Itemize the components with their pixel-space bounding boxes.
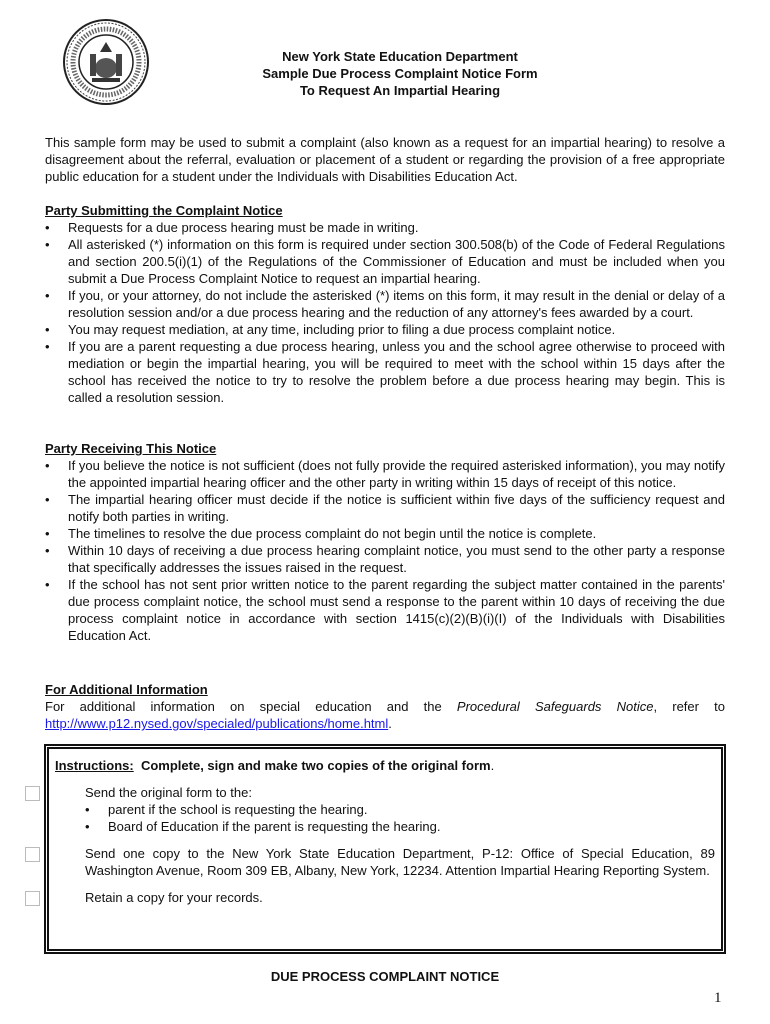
list-item: • If the school has not sent prior written notice to the parent regarding the subject matter contained in the parents' due process complaint notice, the school must send a response to the parent within 10 days of receiving the due process complaint notice in accordance with section 1415(c)(2)(B)(i)(I) of the Individuals with Disabilities Education Act. bbox=[45, 576, 725, 644]
checkbox[interactable] bbox=[25, 786, 40, 801]
intro-paragraph: This sample form may be used to submit a complaint (also known as a request for an impartial hearing) to resolve a disagreement about the referral, evaluation or placement of a student or regarding the provision of a free appropriate public education for a student under the Individuals with Disabilities Education Act. bbox=[45, 135, 725, 184]
list-item: • All asterisked (*) information on this form is required under section 300.508(b) of the Code of Federal Regulations and section 200.5(i)(1) of the Regulations of the Commissioner of Education and must be included when you submit a Due Process Complaint Notice to request an impartial hearing. bbox=[45, 236, 725, 287]
instruction-item bbox=[55, 889, 715, 906]
instruction-text: Send one copy to the New York State Education Department, P-12: Office of Special Education, 89 Washington Avenue, Room 309 EB, Albany, New York, 12234. Attention Impartial Hearing Reporting System. bbox=[85, 846, 715, 878]
instructions-text: Complete, sign and make two copies of the original form bbox=[140, 758, 491, 773]
checkbox[interactable] bbox=[25, 847, 40, 862]
additional-text-2: , refer to bbox=[653, 699, 725, 714]
header-line-2: Sample Due Process Complaint Notice Form bbox=[262, 66, 538, 81]
section-heading: Party Submitting the Complaint Notice bbox=[45, 203, 283, 218]
list-item: • Requests for a due process hearing must be made in writing. bbox=[45, 219, 725, 236]
period: . bbox=[388, 716, 392, 731]
section-party-submitting bbox=[45, 202, 725, 406]
instruction-text: Retain a copy for your records. bbox=[85, 890, 263, 905]
form-title: DUE PROCESS COMPLAINT NOTICE bbox=[270, 969, 500, 984]
list-item: • You may request mediation, at any time, including prior to filing a due process complaint notice. bbox=[45, 321, 725, 338]
list-item: • If you, or your attorney, do not include the asterisked (*) items on this form, it may result in the denial or delay of a resolution session and/or a due process hearing and the reduction of any attorney's fees awarded by a court. bbox=[45, 287, 725, 321]
instructions-box bbox=[44, 744, 726, 954]
nys-seal-logo bbox=[62, 18, 150, 106]
list-item: • The impartial hearing officer must decide if the notice is sufficient within five days of the sufficiency request and notify both parties in writing. bbox=[45, 491, 725, 525]
list-item: • Within 10 days of receiving a due process hearing complaint notice, you must send to the other party a response that specifically addresses the issues raised in the request. bbox=[45, 542, 725, 576]
list-item: • Board of Education if the parent is requesting the hearing. bbox=[85, 818, 715, 835]
list-item: • If you believe the notice is not sufficient (does not fully provide the required asterisked information), you may notify the appointed impartial hearing officer and the other party in writing within 15 days of receipt of this notice. bbox=[45, 457, 725, 491]
additional-text: For additional information on special education and the bbox=[45, 699, 457, 714]
list-item: • The timelines to resolve the due process complaint do not begin until the notice is complete. bbox=[45, 525, 725, 542]
page-number: 1 bbox=[714, 990, 722, 1006]
header-line-3: To Request An Impartial Hearing bbox=[299, 83, 501, 98]
period: . bbox=[490, 758, 495, 773]
section-heading: For Additional Information bbox=[45, 682, 208, 697]
instruction-item bbox=[55, 784, 715, 801]
instruction-text: Send the original form to the: bbox=[85, 785, 252, 800]
section-additional-info bbox=[45, 681, 725, 732]
list-item: • parent if the school is requesting the hearing. bbox=[85, 801, 715, 818]
document-header bbox=[200, 48, 600, 99]
instruction-item bbox=[55, 845, 715, 879]
list-item: • If you are a parent requesting a due process hearing, unless you and the school agree otherwise to proceed with mediation or begin the impartial hearing, you will be required to meet with the school within 15 days after the school has received the notice to try to resolve the problem before a due process hearing may begin. This is called a resolution session. bbox=[45, 338, 725, 406]
instructions-label: Instructions: bbox=[55, 758, 134, 773]
checkbox[interactable] bbox=[25, 891, 40, 906]
safeguards-notice-title: Procedural Safeguards Notice bbox=[456, 699, 654, 714]
nysed-link[interactable]: http://www.p12.nysed.gov/specialed/publications/home.html bbox=[45, 716, 389, 731]
section-party-receiving bbox=[45, 440, 725, 644]
section-heading: Party Receiving This Notice bbox=[45, 441, 217, 456]
header-line-1: New York State Education Department bbox=[282, 49, 518, 64]
